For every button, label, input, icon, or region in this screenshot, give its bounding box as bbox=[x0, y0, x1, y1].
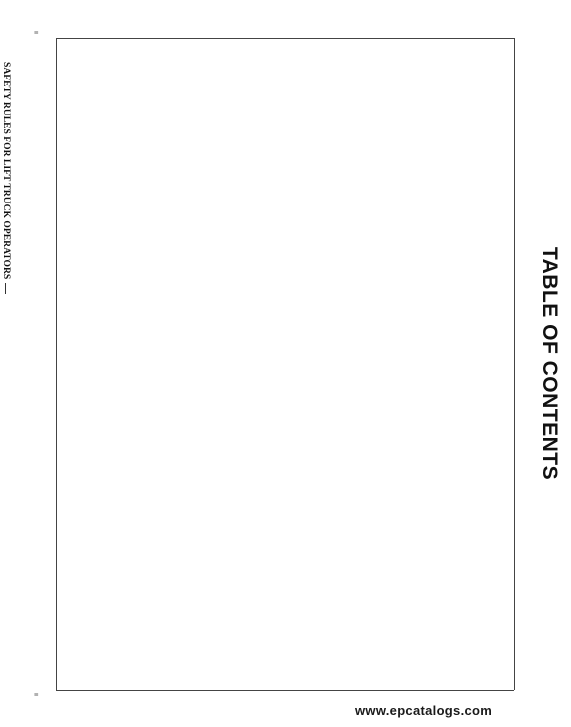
page-title: TABLE OF CONTENTS bbox=[538, 246, 561, 481]
toc-right-column bbox=[0, 388, 11, 624]
section-heading-text: SAFETY RULES FOR LIFT TRUCK OPERATORS bbox=[1, 62, 12, 280]
watermark-url: www.epcatalogs.com bbox=[355, 703, 493, 718]
heading-rule bbox=[5, 283, 6, 294]
heading-spacer bbox=[0, 388, 11, 624]
left-section bbox=[0, 62, 11, 294]
corner-mark-top: ≡ bbox=[34, 28, 39, 37]
right-section bbox=[0, 388, 11, 624]
section-heading bbox=[0, 62, 11, 294]
toc-left-column bbox=[0, 62, 11, 294]
frame-top-rule bbox=[56, 38, 57, 690]
frame-left-rule bbox=[56, 38, 514, 39]
corner-mark-bottom: ≡ bbox=[34, 690, 39, 699]
frame-bottom-rule bbox=[514, 38, 515, 690]
frame-right-rule bbox=[56, 690, 514, 691]
